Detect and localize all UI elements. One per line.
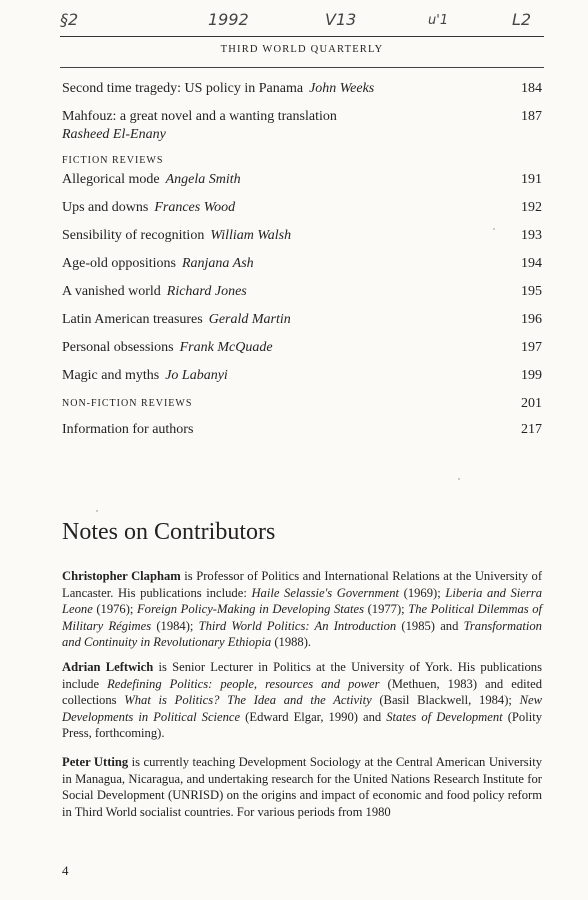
note-text: (1988). — [271, 635, 312, 650]
publication-title: Liberia and Sierra Leone — [62, 585, 542, 617]
toc-title: Mahfouz: a great novel and a wanting translation — [62, 109, 337, 124]
contributor-name: Adrian Leftwich — [62, 660, 154, 674]
publication-title: What is Politics? The Idea and the Activity — [124, 693, 372, 708]
contributor-note — [62, 659, 542, 742]
toc-author: Ranjana Ash — [181, 256, 254, 271]
toc-page: 195 — [521, 284, 542, 299]
note-text: (1984); — [151, 618, 199, 633]
toc-title: Second time tragedy: US policy in Panama — [62, 81, 304, 96]
note-text: (1976); — [92, 602, 137, 617]
toc-section-heading: NON-FICTION REVIEWS — [62, 398, 193, 409]
contributor-note — [62, 568, 542, 651]
top-rule — [60, 36, 544, 37]
toc-page: 197 — [521, 340, 542, 355]
contributor-name: Peter Utting — [62, 755, 129, 769]
publication-title: The Political Dilemmas of Military Régimes — [62, 602, 543, 633]
page-number: 4 — [62, 863, 69, 878]
handwriting-mark: u'1 — [428, 13, 449, 28]
paper-speck — [458, 478, 460, 480]
publication-title: Third World Politics: An Introduction — [198, 618, 397, 633]
note-text: (Methuen, 1983) and edited collections — [62, 676, 543, 708]
toc-title: Personal obsessions — [62, 340, 174, 355]
toc-author: John Weeks — [309, 81, 375, 96]
toc-title: Age-old oppositions — [62, 256, 176, 271]
contributor-name: Christopher Clapham — [62, 569, 181, 583]
publication-title: Haile Selassie's Government — [251, 585, 400, 600]
publication-title: Transformation and Continuity in Revolutionary Ethiopia — [62, 618, 542, 650]
toc-author: Rasheed El-Enany — [62, 127, 166, 142]
note-text: (Polity Press, forthcoming). — [62, 709, 542, 741]
note-text: (Edward Elgar, 1990) and — [240, 709, 387, 724]
toc-title: Ups and downs — [62, 200, 149, 215]
toc-page: 217 — [521, 422, 542, 437]
toc-title: Sensibility of recognition — [62, 228, 205, 243]
toc-author: Frances Wood — [154, 200, 236, 215]
handwritten-annotations — [60, 10, 544, 36]
toc-title: Magic and myths — [62, 368, 160, 383]
toc-author: William Walsh — [210, 228, 292, 243]
publication-title: Foreign Policy-Making in Developing States — [136, 602, 365, 617]
paper-speck — [493, 228, 495, 230]
handwriting-mark: §2 — [60, 10, 79, 29]
toc-author: Gerald Martin — [208, 312, 291, 327]
toc-page: 191 — [521, 172, 542, 187]
handwriting-mark: V13 — [325, 10, 357, 29]
publication-title: States of Development — [386, 709, 503, 724]
toc-author: Frank McQuade — [179, 340, 273, 355]
toc-author: Jo Labanyi — [165, 368, 228, 383]
toc-section-heading: FICTION REVIEWS — [62, 155, 164, 166]
toc-page: 199 — [521, 368, 542, 383]
note-text: (Basil Blackwell, 1984); — [371, 693, 520, 708]
note-text: is Professor of Politics and International Relations at the University of Lancaster. His publications include: — [62, 569, 543, 600]
toc-page: 193 — [521, 228, 542, 243]
publication-title: Redefining Politics: people, resources and power — [107, 676, 380, 691]
toc-title: Latin American treasures — [62, 312, 203, 327]
toc-author: Angela Smith — [165, 172, 241, 187]
contributor-note — [62, 754, 542, 820]
note-text: (1977); — [364, 602, 409, 617]
toc-page: 192 — [521, 200, 542, 215]
publication-title: New Developments in Political Science — [62, 693, 542, 724]
toc-page: 201 — [521, 396, 542, 411]
running-head: THIRD WORLD QUARTERLY — [220, 44, 384, 55]
toc-page: 187 — [521, 109, 542, 124]
toc-title: Information for authors — [62, 422, 194, 437]
toc-page: 194 — [521, 256, 542, 271]
note-text: is currently teaching Development Sociology at the Central American University in Managua, Nicaragua, and undertaking research for the United Nations Research Institute for Social Development (UNRISD) on the origins and impact of economic and food policy reform in Third World socialist countries. For various periods from 1980 — [62, 755, 542, 819]
handwriting-mark: L2 — [512, 10, 532, 29]
note-text: is Senior Lecturer in Politics at the University of York. His publications include — [62, 660, 542, 691]
header-rule — [60, 67, 544, 68]
note-text: (1985) and — [396, 618, 464, 633]
toc-title: A vanished world — [62, 284, 161, 299]
section-heading: Notes on Contributors — [62, 519, 276, 545]
handwriting-mark: 1992 — [208, 10, 249, 29]
toc-title: Allegorical mode — [62, 172, 160, 187]
toc-page: 184 — [521, 81, 542, 96]
toc-page: 196 — [521, 312, 542, 327]
note-text: (1969); — [399, 585, 446, 600]
paper-speck — [96, 510, 98, 512]
toc-author: Richard Jones — [166, 284, 247, 299]
